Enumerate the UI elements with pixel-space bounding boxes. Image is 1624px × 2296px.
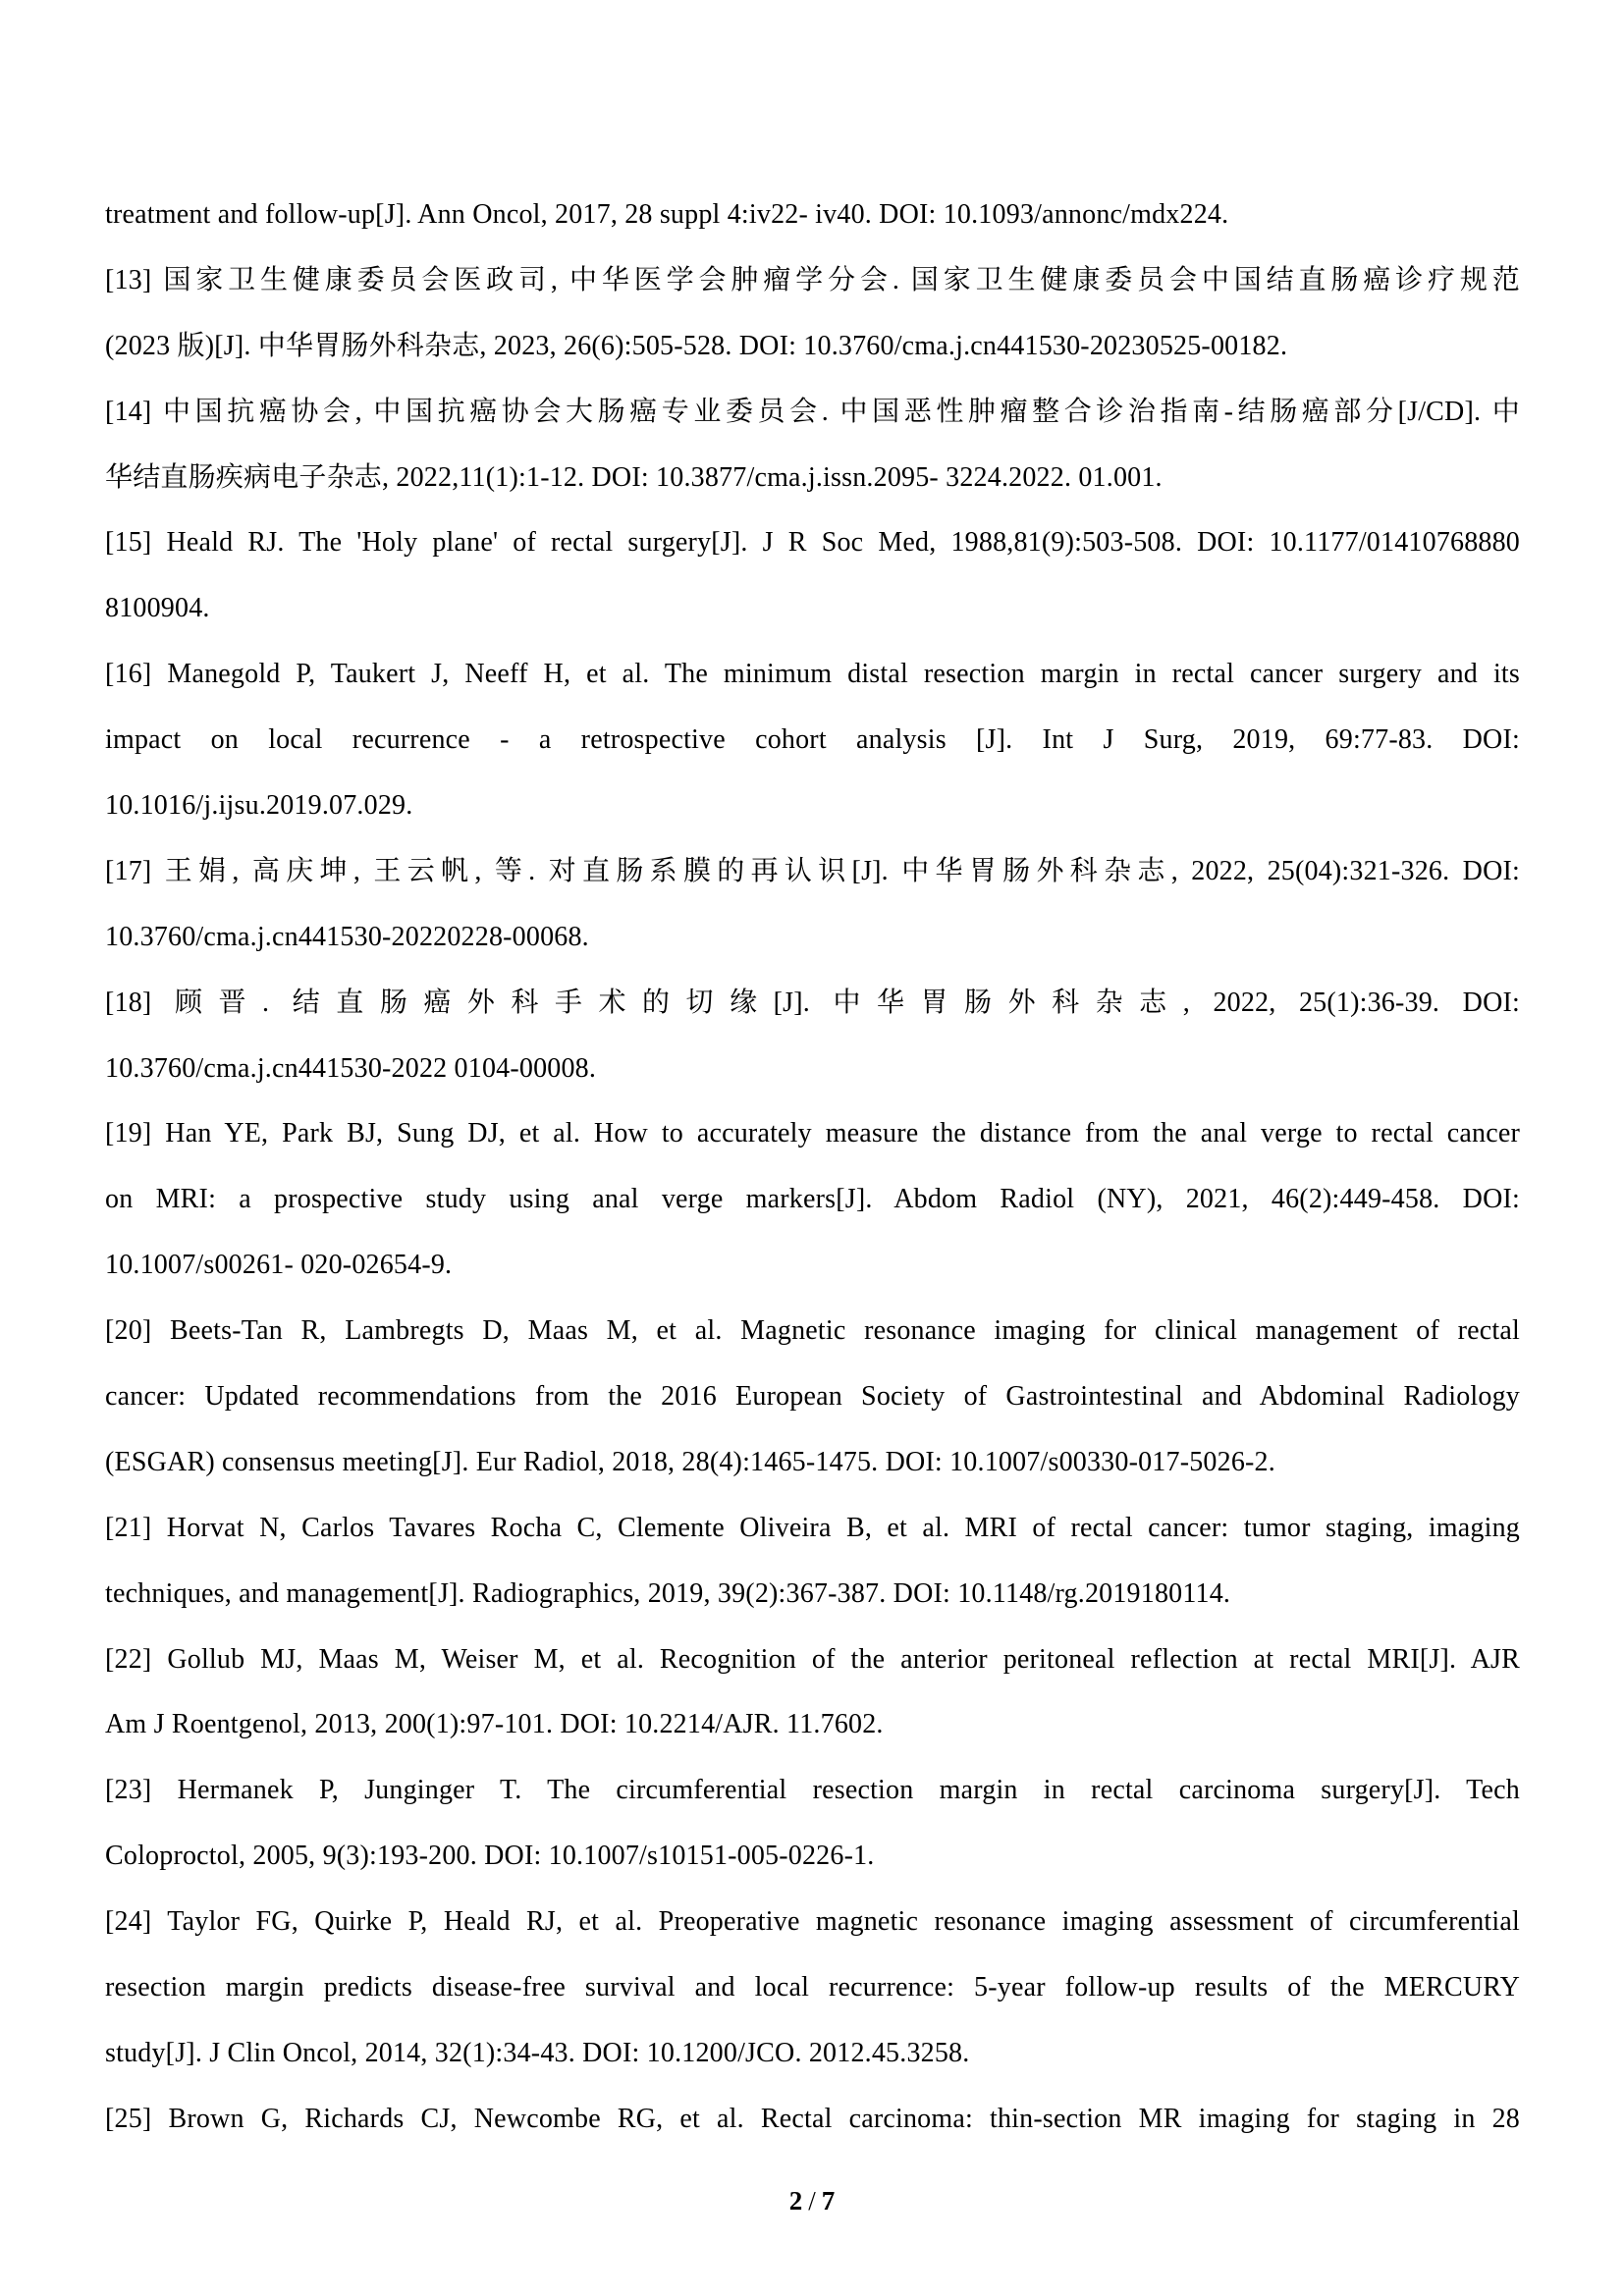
reference-line: [17] 王娟, 高庆坤, 王云帆, 等. 对直肠系膜的再认识[J]. 中华胃肠外科杂志, 2022, 25(04):321-326. DOI:: [105, 855, 1520, 886]
reference-line: [22] Gollub MJ, Maas M, Weiser M, et al. Recognition of the anterior peritoneal reflection at rectal MRI[J]. AJR: [105, 1643, 1520, 1675]
reference-line: 10.3760/cma.j.cn441530-20220228-00068.: [105, 921, 589, 952]
reference-line: 华结直肠疾病电子杂志, 2022,11(1):1-12. DOI: 10.3877/cma.j.issn.2095- 3224.2022. 01.001.: [105, 461, 1163, 493]
reference-line: resection margin predicts disease-free survival and local recurrence: 5-year follow-up results of the MERCURY: [105, 1972, 1520, 2003]
reference-line: Coloproctol, 2005, 9(3):193-200. DOI: 10.1007/s10151-005-0226-1.: [105, 1841, 875, 1872]
reference-line: (ESGAR) consensus meeting[J]. Eur Radiol, 2018, 28(4):1465-1475. DOI: 10.1007/s00330-017-5026-2.: [105, 1446, 1275, 1477]
reference-line: [19] Han YE, Park BJ, Sung DJ, et al. How to accurately measure the distance from the anal verge to rectal cancer: [105, 1118, 1520, 1149]
reference-line: [23] Hermanek P, Junginger T. The circumferential resection margin in rectal carcinoma surgery[J]. Tech: [105, 1775, 1520, 1806]
reference-line: (2023 版)[J]. 中华胃肠外科杂志, 2023, 26(6):505-528. DOI: 10.3760/cma.j.cn441530-20230525-00182.: [105, 330, 1288, 361]
reference-line: impact on local recurrence - a retrospective cohort analysis [J]. Int J Surg, 2019, 69:77-83. DOI:: [105, 724, 1520, 756]
reference-line: 10.3760/cma.j.cn441530-2022 0104-00008.: [105, 1052, 597, 1084]
reference-line: [24] Taylor FG, Quirke P, Heald RJ, et al. Preoperative magnetic resonance imaging assessment of circumferential: [105, 1906, 1520, 1938]
reference-line: 10.1016/j.ijsu.2019.07.029.: [105, 790, 413, 822]
reference-line: [16] Manegold P, Taukert J, Neeff H, et al. The minimum distal resection margin in rectal cancer surgery and its: [105, 659, 1520, 690]
page-number-separator: /: [808, 2186, 816, 2216]
page-footer: [0, 2181, 1624, 2220]
reference-line: 10.1007/s00261- 020-02654-9.: [105, 1250, 453, 1281]
page-number-current: 2: [788, 2186, 803, 2216]
page-number-total: 7: [821, 2186, 836, 2216]
reference-line: on MRI: a prospective study using anal verge markers[J]. Abdom Radiol (NY), 2021, 46(2):449-458. DOI:: [105, 1184, 1520, 1215]
reference-line: [18] 顾晋. 结直肠癌外科手术的切缘[J]. 中华胃肠外科杂志, 2022, 25(1):36-39. DOI:: [105, 987, 1520, 1018]
reference-line: [15] Heald RJ. The 'Holy plane' of rectal surgery[J]. J R Soc Med, 1988,81(9):503-508. DOI: 10.1177/01410768880: [105, 527, 1520, 559]
reference-line: [21] Horvat N, Carlos Tavares Rocha C, Clemente Oliveira B, et al. MRI of rectal cancer: tumor staging, imaging: [105, 1512, 1520, 1543]
reference-line: cancer: Updated recommendations from the 2016 European Society of Gastrointestinal and Abdominal Radiology: [105, 1381, 1520, 1413]
reference-line: [14] 中国抗癌协会, 中国抗癌协会大肠癌专业委员会. 中国恶性肿瘤整合诊治指南-结肠癌部分[J/CD]. 中: [105, 396, 1520, 427]
reference-line: Am J Roentgenol, 2013, 200(1):97-101. DOI: 10.2214/AJR. 11.7602.: [105, 1709, 884, 1740]
reference-line: study[J]. J Clin Oncol, 2014, 32(1):34-43. DOI: 10.1200/JCO. 2012.45.3258.: [105, 2037, 970, 2068]
reference-line: [13] 国家卫生健康委员会医政司, 中华医学会肿瘤学分会. 国家卫生健康委员会中国结直肠癌诊疗规范: [105, 264, 1520, 295]
reference-line: [25] Brown G, Richards CJ, Newcombe RG, et al. Rectal carcinoma: thin-section MR imaging for staging in 28: [105, 2103, 1520, 2134]
reference-line: treatment and follow-up[J]. Ann Oncol, 2017, 28 suppl 4:iv22- iv40. DOI: 10.1093/annonc/mdx224.: [105, 199, 1229, 230]
reference-line: [20] Beets-Tan R, Lambregts D, Maas M, et al. Magnetic resonance imaging for clinical management of rectal: [105, 1315, 1520, 1347]
reference-line: techniques, and management[J]. Radiographics, 2019, 39(2):367-387. DOI: 10.1148/rg.2019180114.: [105, 1577, 1231, 1609]
reference-line: 8100904.: [105, 593, 210, 624]
reference-lines: [105, 183, 1520, 2153]
